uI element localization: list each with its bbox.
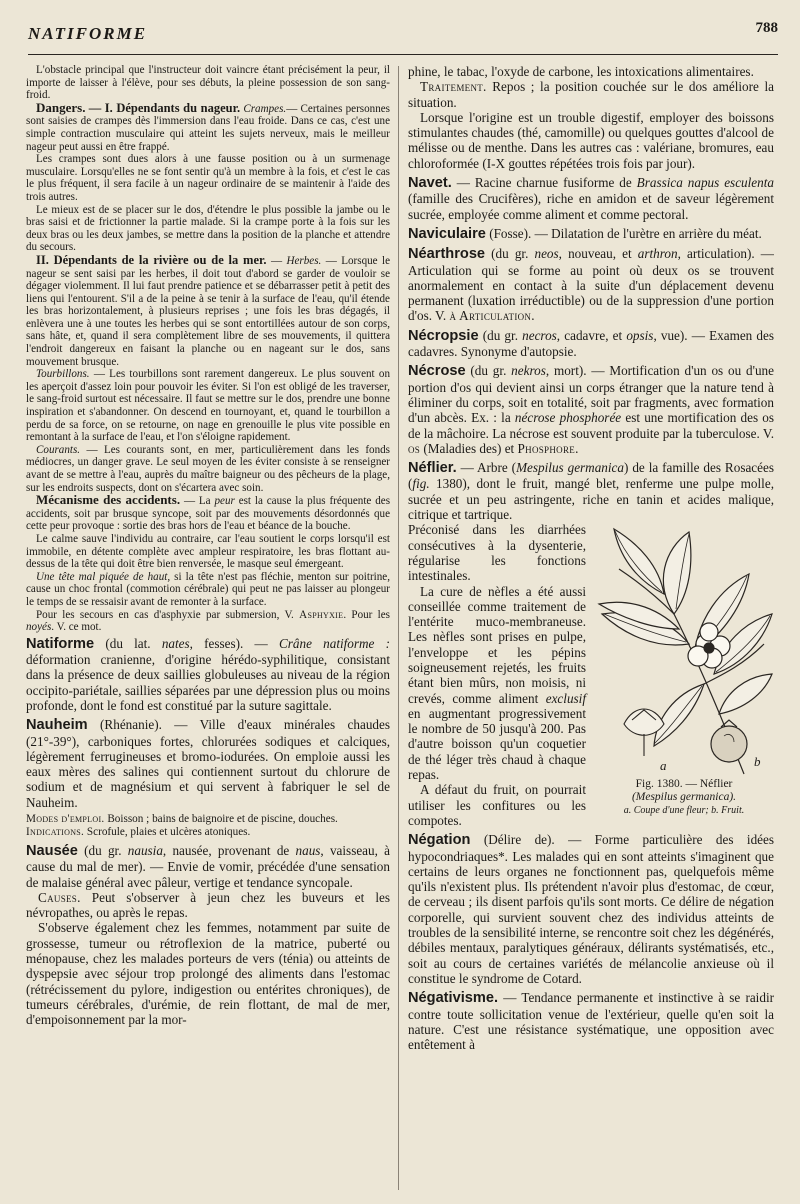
dangers-1-label: — I. Dépendants du nageur. bbox=[88, 100, 241, 115]
page-header bbox=[28, 18, 778, 55]
nearthrose-definition: , articulation). — Articulation qui se forme au point où deux os se trouvent anormalement en contact à la suite d'un déplacement devenu permanent (luxation irréductible) ou de la suppression d'une portion d'os. V. bbox=[408, 246, 774, 324]
figure-1380 bbox=[594, 524, 774, 824]
indications-label: Indications. bbox=[26, 825, 85, 838]
mechanism-text-a: — La bbox=[183, 495, 215, 508]
currents-paragraph bbox=[26, 444, 390, 494]
headword-nearthrose: Néarthrose bbox=[408, 246, 486, 263]
necrose-text-d: (Maladies des) et bbox=[420, 440, 518, 456]
entry-nearthrose bbox=[408, 246, 774, 323]
necrose-etym: nekros bbox=[511, 363, 546, 379]
label-a: a bbox=[660, 758, 667, 774]
page-number: 788 bbox=[755, 20, 778, 36]
entry-natiforme bbox=[26, 636, 390, 713]
noyes-ref: noyés bbox=[26, 621, 52, 634]
cramps-text: — Certaines personnes sont saisies de crampes dès l'immersion dans l'eau froide. Dans ce cas, c'est une simple contraction musculaire qui atteint les sujets nerveux, mais le meilleur nageur peut aussi en être frappé. bbox=[26, 102, 390, 153]
running-head: NATIFORME bbox=[28, 24, 148, 43]
rescue-text-c: . V. ce mot. bbox=[51, 621, 102, 634]
swimming-continuation bbox=[26, 64, 390, 634]
nausee-treatment-2: Lorsque l'origine est un trouble digestif, employer des boissons stimulantes chaudes (thé, camomille) ou quelques gouttes d'alcool de mélisse ou de menthe. Dans les autres cas : valériane, bromures, eau chloroformée (I-X gouttes répétées trois fois par jour). bbox=[408, 109, 774, 171]
neflier-latin: Mespilus germanica bbox=[516, 460, 625, 476]
herbs-subtitle: Herbes. bbox=[286, 254, 322, 267]
figure-caption-b: (Mespilus germanica). bbox=[631, 790, 737, 803]
entry-nausee bbox=[26, 843, 390, 1028]
intro-paragraph: L'obstacle principal que l'instructeur doit vaincre étant précisément la peur, il importe de laisser à l'élève, pour ses débuts, la pleine possession de son sang-froid. bbox=[26, 64, 390, 102]
headword-naviculaire: Naviculaire bbox=[408, 225, 486, 242]
necrose-definition: , mort). — Mortification d'un os ou d'une portion d'os qui devient ainsi un corps étranger que la nature tend à éliminer du corps, soit en totalité, soit par fragments, avec formation d'un abcès. Ex. : la bbox=[408, 363, 774, 426]
nearthrose-etym-2: arthron bbox=[637, 246, 678, 262]
mechanism-fear: peur bbox=[214, 495, 235, 508]
headword-negation: Négation bbox=[408, 832, 471, 849]
necrose-end: . bbox=[575, 440, 579, 456]
entry-nauheim bbox=[26, 717, 390, 839]
navet-definition: (famille des Crucifères), riche en amidon et de saveur légèrement sucrée, employée comme aliment et comme pectoral. bbox=[408, 191, 774, 222]
nausee-etym-1: nausia bbox=[127, 842, 163, 858]
causes-label: Causes. bbox=[38, 889, 81, 905]
calm-paragraph: Le calme sauve l'individu au contraire, car l'eau soutient le corps lorsqu'il est immobile, en détente complète avec ampleur respiratoire, les bras flottant au-dessus de la tête qui doit être bien renversée, le masque seul émergeant. bbox=[26, 532, 390, 571]
natiforme-definition: déformation cranienne, d'origine hérédo-syphilitique, consistant dans la présence de deux saillies globuleuses au niveau de la région occipito-pariétale, saillies séparées par une dépression plus ou moins profonde, dont le fond est constitué par la suture sagittale. bbox=[26, 652, 390, 713]
causes-text: Peut s'observer à jeun chez les buveurs et les névropathes, ou après le repas. bbox=[26, 889, 390, 921]
herbs-text: — Lorsque le nageur se sent saisi par les herbes, il doit tout d'abord se garder de vouloir se dégager violemment. Il lui faut prendre patience et se débarrasser petit à petit des liens qui l'entourent. S'il a de la peine à se tenir à la surface de l'eau, qu'il étende les bras horizontalement, à plusieurs reprises ; une fois les bras dégagés, il enlèvera une à une toutes les herbes qui se sont entortillées autour de son corps, sans hâte, et, quand il sera complètement libre de ses mouvements, il quittera l'endroit dangereux en faisant la planche ou en nageant sur le dos, sans mouvement brusque. bbox=[26, 254, 390, 368]
column-divider bbox=[398, 66, 399, 1190]
nausee-continuation: phine, le tabac, l'oxyde de carbone, les intoxications alimentaires. bbox=[408, 64, 754, 79]
cramps-paragraph-2: Les crampes sont dues alors à une fausse position ou à un surmenage musculaire. Lorsqu'elles ne se font sentir qu'à un membre à la fois, et c'est le cas le plus fréquent, il sera facile à un nageur ordinaire de se maintenir à l'aide des trois autres. bbox=[26, 153, 390, 203]
whirlpools-paragraph bbox=[26, 368, 390, 444]
headword-necrose: Nécrose bbox=[408, 363, 466, 380]
nauheim-modes bbox=[26, 813, 390, 826]
nausee-causes-2: S'observe également chez les femmes, notamment par suite de grossesse, tumeur ou rétroflexion de la matrice, puberté ou ménopause, chez les malades porteurs de vers (ténia) ou atteints de dyspepsie avec séjour trop prolongé des aliments dans l'estomac (rétrécissement du pylore, indigestion ou entérites chroniques), de tumeurs cérébrales, d'urémie, de rein flottant, de mal de mer, d'empoisonnement par la mor- bbox=[26, 920, 390, 1028]
entry-necropsie bbox=[408, 328, 774, 360]
negation-definition: (Délire de). — Forme particulière des idées hypocondriaques*. Les malades qui en sont atteints s'imaginent que certains de leurs organes ne fonctionnent pas, quelquefois même qu'ils n'existent plus. Ils prétendent n'avoir plus d'estomac, de cœur, de cerveau ; ils disent parfois qu'ils sont morts. Ce délire de négation corporelle, qui survient souvent chez des individus atteints de troubles de la sensibilité interne, se rencontre soit chez les dégénérés, débiles mentaux, paralytiques généraux, délirants systématisés, etc., soit au cours de certaines variétés de mélancolie anxieuse où il constitue le syndrome de Cotard. bbox=[408, 832, 774, 986]
dive-text: si la tête n'est pas fléchie, menton sur poitrine, cause un choc frontal (commotion cérébrale) qui peut ne pas laisser au plongeur le temps de se ressaisir avant de remonter à la surface. bbox=[26, 570, 390, 608]
left-column bbox=[26, 64, 390, 1192]
nauheim-definition: (Rhénanie). — Ville d'eaux minérales chaudes (21°-39°), carboniques fortes, chlorurées sodiques et calciques, légèrement ferrugineuses et bromo-iodurées. On emploie aussi les eaux mères des salines qui contiennent surtout du chlorure de sodium et de magnésium et qui servent à fabriquer le sel de Nauheim. bbox=[26, 717, 390, 810]
neflier-definition: 1380), dont le fruit, mangé blet, renferme une pulpe molle, sucrée et un peu astringente, riche en tanin et acides malique, citrique et tartrique. bbox=[408, 476, 774, 523]
naviculaire-definition: (Fosse). — Dilatation de l'urètre en arrière du méat. bbox=[485, 225, 762, 241]
entry-negation bbox=[408, 832, 774, 986]
headword-navet: Navet. bbox=[408, 175, 452, 192]
necropsie-etym-2: opsis bbox=[626, 327, 654, 343]
nearthrose-end: . bbox=[531, 308, 535, 324]
right-column bbox=[408, 64, 774, 1192]
nauheim-indications bbox=[26, 826, 390, 839]
headword-natiforme: Natiforme bbox=[26, 635, 95, 652]
headword-negativisme: Négativisme. bbox=[408, 990, 499, 1007]
cramps-subtitle: Crampes. bbox=[243, 102, 287, 115]
necrose-example: nécrose phosphorée bbox=[514, 410, 622, 426]
necropsie-text-a: (du gr. bbox=[478, 327, 523, 343]
necropsie-etym-1: necros bbox=[522, 327, 557, 343]
treatment-label: Traitement. bbox=[420, 79, 487, 95]
dangers-paragraph bbox=[26, 99, 390, 153]
headword-neflier: Néflier. bbox=[408, 460, 457, 477]
entry-necrose bbox=[408, 363, 774, 456]
nausee-text-b: , nausée, provenant de bbox=[162, 842, 296, 858]
navet-latin: Brassica napus esculenta bbox=[636, 175, 774, 191]
whirlpools-subtitle: Tourbillons. bbox=[36, 368, 90, 381]
herbs-paragraph: II. Dépendants de la rivière ou de la mer. — Herbes. — Lorsque le nageur se sent saisi par les herbes, il doit tout d'abord se garder de vouloir se dégager violemment. Il lui faut prendre patience et se débarrasser petit à petit des liens qui l'entourent. S'il a de la peine à se tenir à la surface de l'eau, qu'il étende les bras horizontalement, à plusieurs reprises ; une fois les bras dégagés, il enlèvera une à une toutes les herbes qui se sont entortillées autour de son corps, sans hâte, et, quand il sera complètement libre de ses mouvements, il quittera l'endroit dangereux en faisant la planche ou en nageant sur le dos, sans mouvement brusque. bbox=[26, 252, 390, 368]
rescue-text-b: . Pour les bbox=[343, 608, 390, 621]
nausee-causes bbox=[26, 890, 390, 921]
necropsie-text-b: , cadavre, et bbox=[556, 327, 627, 343]
neflier-exclusif: exclusif bbox=[545, 690, 586, 706]
natiforme-etym: nates bbox=[161, 635, 190, 651]
treatment-text: Repos ; la position couchée sur le dos améliore la situation. bbox=[408, 79, 774, 110]
fruit-b bbox=[711, 720, 747, 762]
neflier-p3-text-b: en augmentant progressivement le nombre de 50 jusqu'à 200. Pas d'autre boisson qu'un coquetier de thé léger très chaud à chaque repas. bbox=[408, 705, 586, 783]
asphyxie-ref: Asphyxie bbox=[299, 608, 344, 621]
cramps-paragraph-3: Le mieux est de se placer sur le dos, d'étendre le plus possible la jambe ou le bras saisi et de frictionner la partie malade. Si la crampe porte à la fois sur les deux bras ou les deux jambes, se mettre dans la position de la planche et attendre du secours. bbox=[26, 203, 390, 254]
natiforme-text-a: (du lat. bbox=[94, 635, 162, 651]
necropsie-definition: , vue). — Examen des cadavres. Synonyme d'autopsie. bbox=[408, 327, 774, 360]
rescue-text-a: Pour les secours en cas d'asphyxie par submersion, V. bbox=[36, 608, 300, 621]
nausee-etym-2: naus bbox=[295, 842, 321, 858]
nearthrose-etym-1: neos bbox=[534, 246, 559, 262]
entry-negativisme bbox=[408, 990, 774, 1052]
mechanism-paragraph bbox=[26, 494, 390, 533]
entry-navet bbox=[408, 175, 774, 222]
necrose-text-c: est une mortification des os de la mâchoire. La nécrose est souvent produite par la tuberculose. V. bbox=[408, 410, 774, 441]
natiforme-italic: Crâne natiforme : bbox=[278, 635, 390, 651]
label-b: b bbox=[754, 754, 761, 770]
nausee-treatment bbox=[408, 79, 774, 110]
neflier-p3-text-a: La cure de nèfles a été aussi conseillée comme traitement de l'entérite muco-membraneuse. Les nèfles sont prises en pulpe, l'enveloppe et les pépins soigneusement rejetés, les fruits étant bien mûrs, non moisis, ni crevés, comme aliment bbox=[408, 583, 586, 706]
nausee-definition: , vaisseau, à cause du mal de mer). — Envie de vomir, précédée d'une sensation de malaise général avec pâleur, vertige et tendance syncopale. bbox=[26, 842, 390, 890]
neflier-paragraph-4: A défaut du fruit, on pourrait utiliser les confitures ou les compotes. bbox=[408, 782, 586, 828]
dangers-title: Dangers. bbox=[36, 99, 86, 115]
dive-italic: Une tête mal piquée de haut, bbox=[36, 570, 171, 583]
modes-text: Boisson ; bains de baignoire et de piscine, douches. bbox=[104, 812, 338, 825]
indications-text: Scrofule, plaies et ulcères atoniques. bbox=[84, 825, 251, 838]
negativisme-definition: — Tendance permanente et instinctive à se raidir contre toute sollicitation venue de l'extérieur, quelle qu'en soit la nature. C'est une résistance systématique, une opposition avec entêtement à bbox=[408, 990, 774, 1053]
rescue-paragraph bbox=[26, 609, 390, 634]
navet-text-a: — Racine charnue fusiforme de bbox=[451, 175, 637, 191]
entry-nausee-continued bbox=[408, 64, 774, 171]
figure-caption-a: Fig. 1380. — Néflier bbox=[635, 778, 733, 791]
neflier-text-a: — Arbre ( bbox=[456, 460, 517, 476]
neflier-fig-ref: fig. bbox=[412, 476, 430, 492]
neflier-paragraph-2: Préconisé dans les diarrhées consécutives à la dysenterie, régularise les fonctions intestinales. bbox=[408, 522, 586, 584]
necrose-ref-phosphore: Phosphore bbox=[517, 440, 576, 456]
headword-nauheim: Nauheim bbox=[26, 717, 88, 734]
currents-subtitle: Courants. bbox=[36, 443, 81, 456]
dangers-2-label: II. Dépendants de la rivière ou de la mer. bbox=[36, 252, 267, 267]
nausee-text-a: (du gr. bbox=[77, 842, 128, 858]
medlar-illustration bbox=[594, 524, 774, 776]
headword-nausee: Nausée bbox=[26, 842, 78, 859]
nearthrose-ref: à Articulation bbox=[449, 308, 532, 324]
headword-necropsie: Nécropsie bbox=[408, 327, 479, 344]
figure-legend: a. Coupe d'une fleur; b. Fruit. bbox=[623, 805, 745, 817]
currents-text: — Les courants sont, en mer, particulièrement dans les fonds médiocres, un danger grave. Le seul moyen de les éviter consiste à se renseigner avant de se mettre à l'eau, auprès du maître baigneur ou des pêcheurs de la plage, sur les endroits suspects, dont on s'écartera avec soin. bbox=[26, 443, 390, 494]
dive-paragraph bbox=[26, 571, 390, 609]
necrose-ref-os: os bbox=[408, 440, 421, 456]
nearthrose-text-b: , nouveau, et bbox=[558, 246, 638, 262]
neflier-text-b: ) de la famille des Rosacées ( bbox=[408, 460, 774, 492]
natiforme-text-b: , fesses). — bbox=[189, 635, 279, 651]
entry-naviculaire bbox=[408, 226, 774, 242]
figure-caption bbox=[594, 778, 774, 803]
mechanism-text-b: est la cause la plus fréquente des accidents, soit par brusque syncope, soit par des mouvements désordonnés que cette peur provoque : sortie des bras hors de l'eau et béance de la bouche. bbox=[26, 495, 390, 533]
necrose-text-a: (du gr. bbox=[465, 363, 512, 379]
modes-label: Modes d'emploi. bbox=[26, 812, 105, 825]
nearthrose-text-a: (du gr. bbox=[485, 246, 535, 262]
whirlpools-text: — Les tourbillons sont rarement dangereux. Le plus souvent on les aperçoit d'assez loin pour pouvoir les éviter. Si l'on est obligé de les traverser, le sang-froid surtout est nécessaire. Il faut se mettre sur le dos, prendre une bonne inspiration et s'abandonner. On descend en tournoyant, et, quand le tourbillon a perdu de sa force, on se retourne, on nage en grenouille le plus vite possible en remontant à la surface de l'eau, et l'on s'éloigne rapidement. bbox=[26, 368, 390, 444]
mechanism-title: Mécanisme des accidents. bbox=[36, 492, 181, 508]
entry-neflier bbox=[408, 460, 774, 828]
